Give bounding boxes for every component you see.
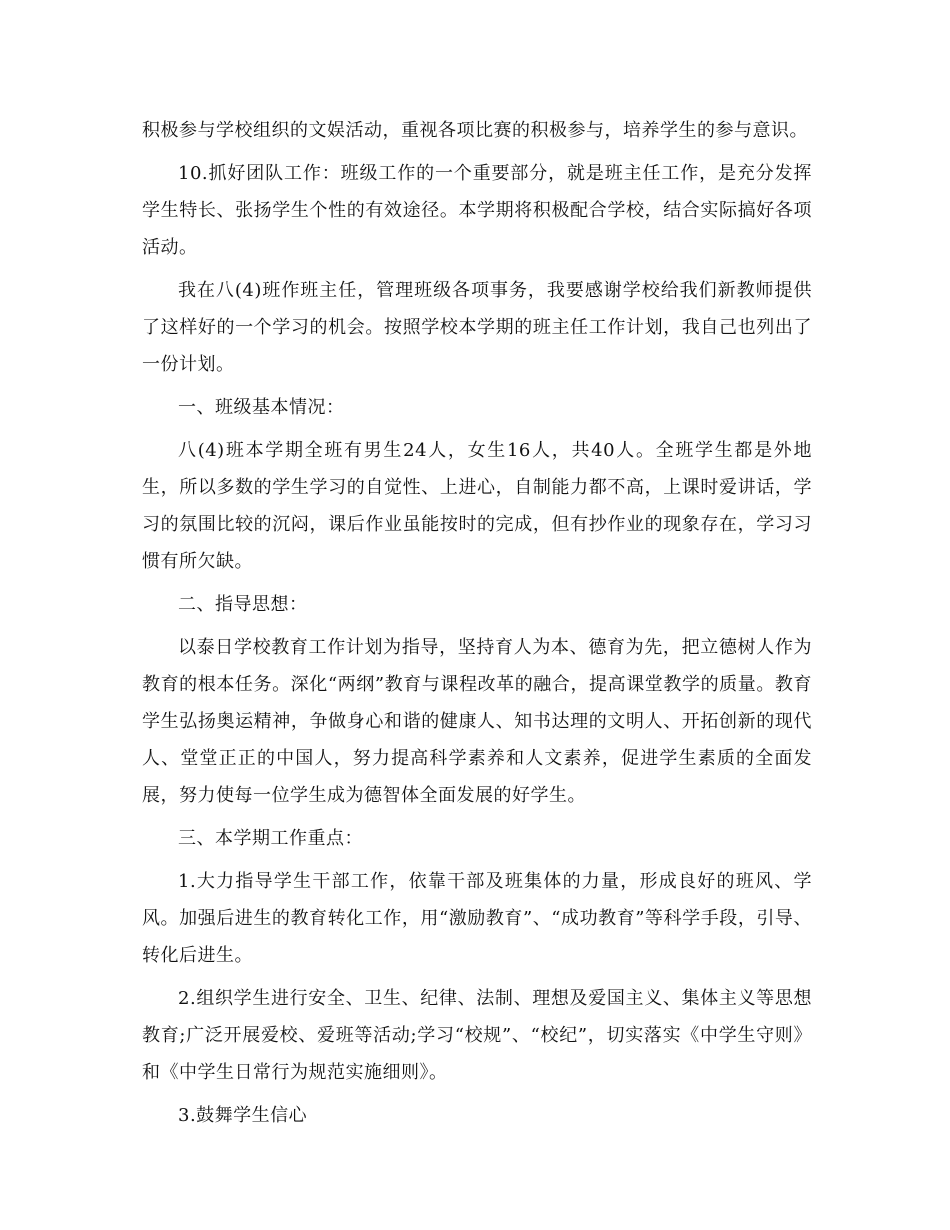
paragraph: 八(4)班本学期全班有男生24人，女生16人，共40人。全班学生都是外地生，所以多数的学生学习的自觉性、上进心，自制能力都不高，上课时爱讲话，学习的氛围比较的沉闷，课后作业虽能按时的完成，但有抄作业的现象存在，学习习惯有所欠缺。 [142, 440, 812, 572]
list-item: 2.组织学生进行安全、卫生、纪律、法制、理想及爱国主义、集体主义等思想教育;广泛开展爱校、爱班等活动;学习“校规”、“校纪”，切实落实《中学生守则》和《中学生日常行为规范实施细则》。 [142, 988, 812, 1083]
paragraph: 积极参与学校组织的文娱活动，重视各项比赛的积极参与，培养学生的参与意识。 [142, 120, 808, 141]
section-heading: 二、指导思想： [178, 594, 308, 615]
paragraph: 10.抓好团队工作：班级工作的一个重要部分，就是班主任工作，是充分发挥学生特长、张扬学生个性的有效途径。本学期将积极配合学校，结合实际搞好各项活动。 [142, 163, 812, 258]
paragraph: 以泰日学校教育工作计划为指导，坚持育人为本、德育为先，把立德树人作为教育的根本任务。深化“两纲”教育与课程改革的融合，提高课堂教学的质量。教育学生弘扬奥运精神，争做身心和谐的健康人、知书达理的文明人、开拓创新的现代人、堂堂正正的中国人，努力提高科学素养和人文素养，促进学生素质的全面发展，努力使每一位学生成为德智体全面发展的好学生。 [142, 637, 812, 806]
list-item: 3.鼓舞学生信心 [178, 1105, 308, 1126]
section-heading: 一、班级基本情况： [178, 397, 345, 418]
section-heading: 三、本学期工作重点： [178, 828, 363, 849]
list-item: 1.大力指导学生干部工作，依靠干部及班集体的力量，形成良好的班风、学风。加强后进生的教育转化工作，用“激励教育”、“成功教育”等科学手段，引导、转化后进生。 [142, 871, 812, 966]
document-page [142, 112, 812, 1140]
paragraph: 我在八(4)班作班主任，管理班级各项事务，我要感谢学校给我们新教师提供了这样好的一个学习的机会。按照学校本学期的班主任工作计划，我自己也列出了一份计划。 [142, 280, 812, 375]
